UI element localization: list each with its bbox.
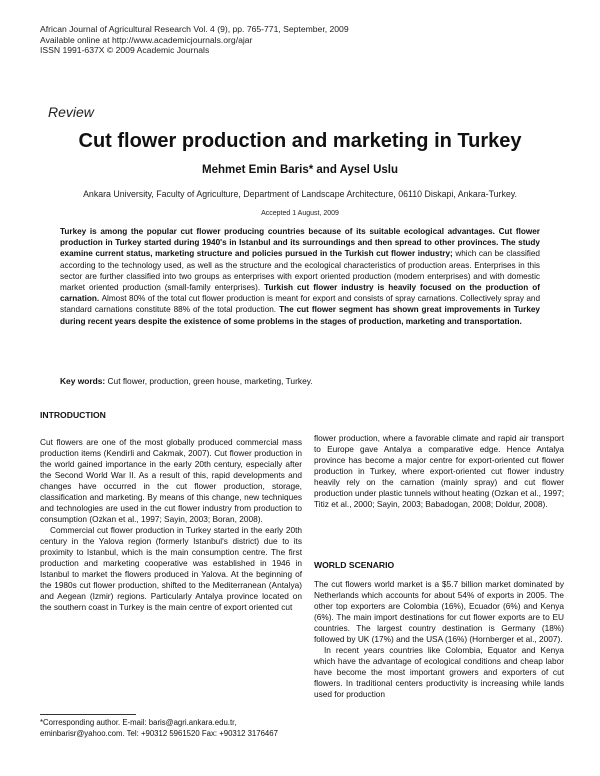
keywords-text: Cut flower, production, green house, marketing, Turkey. — [105, 376, 313, 386]
affiliation: Ankara University, Faculty of Agriculture, Department of Landscape Architecture, 06110 Diskapi, Ankara-Turkey. — [83, 189, 517, 199]
abstract — [60, 226, 540, 327]
introduction-heading: INTRODUCTION — [40, 410, 106, 420]
corresponding-author-footnote: *Corresponding author. E-mail: baris@agri.ankara.edu.tr, eminbarisr@yahoo.com. Tel: +90312 5961520 Fax: +90312 3176467 — [40, 718, 278, 738]
author-list: Mehmet Emin Baris* and Aysel Uslu — [202, 164, 398, 176]
world-heading-block — [314, 560, 564, 571]
abstract-text-bold-1: Turkey is among the popular cut flower producing countries because of its suitable ecological advantages. Cut flower production in Turkey started during 1940's in Istanbul and its surroundings and then spread to other provinces. The study examine current status, marketing structure and policies pursued in the Turkish cut flower industry; — [60, 227, 540, 259]
accepted-date: Accepted 1 August, 2009 — [261, 210, 339, 217]
abstract-text-bold-3: The cut flower segment has shown great improvements in Turkey during recent years despite the existence of some problems in the stages of production, marketing and transportation. — [60, 305, 540, 326]
intro-paragraph-1: Cut flowers are one of the most globally produced commercial mass production items (Kendirli and Cakmak, 2007). Cut flower production in the world gained importance in the early 20th century, especially after the Second World War II. As a result of this, rapid developments and changes have occurred in the cut flower production, storage, classification and marketing. By means of this change, new techniques and technologies are used in the cut flower industry from production to consumption (Ozkan et al., 1997; Sayin, 2003; Boran, 2008). — [40, 437, 302, 524]
world-scenario-body — [314, 579, 564, 700]
abstract-text-1: which can be classified according to the technology used, as well as the structure and the ecological characteristics of production areas. Enterprises in this sector are further classified into two groups as enterprises with export oriented production (modern enterprises) and with domestic market oriented production (small-family enterprises). — [60, 249, 540, 293]
world-paragraph-1: The cut flowers world market is a $5.7 billion market dominated by Netherlands which accounts for about 54% of exports in 2005. The other top exporters are Colombia (16%), Ecuador (6%) and Kenya (6%). The main import destinations for cut flower exports are to EU countries. The largest country destination is Germany (18%) followed by UK (17%) and the USA (16%) (Hornberger et al., 2007). — [314, 579, 564, 644]
left-column-body — [40, 437, 302, 613]
abstract-text-bold-2: Turkish cut flower industry is heavily focused on the production of carnation. — [60, 283, 540, 304]
journal-issn: ISSN 1991-637X © 2009 Academic Journals — [40, 45, 210, 55]
world-paragraph-2: In recent years countries like Colombia, Equator and Kenya which have the advantage of ecological conditions and cheap labor have become the most important growers and exporters of cut flowers. In traditional centers productivity is increasing while lands used for production — [314, 645, 564, 699]
abstract-text-2: Almost 80% of the total cut flower production is meant for export and consists of spray carnations. Collectively spray and standard carnations constitute 88% of the total production. — [60, 294, 540, 315]
journal-header — [40, 24, 349, 56]
keywords — [60, 376, 540, 386]
world-scenario-heading: WORLD SCENARIO — [314, 560, 395, 570]
paper-title: Cut flower production and marketing in Turkey — [78, 130, 522, 152]
right-column-body — [314, 433, 564, 510]
journal-citation: African Journal of Agricultural Research Vol. 4 (9), pp. 765-771, September, 2009 — [40, 24, 349, 34]
intro-paragraph-2: Commercial cut flower production in Turkey started in the early 20th century in the Yalova region (formerly Istanbul's district) due to its proximity to Istanbul, which is the main consumption centre. The first production and marketing cooperative was established in 1946 in Istanbul to market the flowers produced in Yalova. At the beginning of the 1980s cut flower production, shifted to the Mediterranean (Antalya) and Aegean (Izmir) regions. Particularly Antalya province located on the southern coast in Turkey is the main centre of export oriented cut — [40, 525, 302, 612]
footnote-divider — [40, 714, 136, 715]
keywords-label: Key words: — [60, 376, 106, 386]
intro-paragraph-3: flower production, where a favorable climate and rapid air transport to Europe gave Antalya a comparative edge. Hence Antalya province has become a major centre for export-oriented cut flower production in Turkey, where export-oriented cut flower industry heavily rely on the carnation (mainly spray) and cut flower production under plastic tunnels without heating (Ozkan et al., 1997; Titiz et al., 2000; Sayin, 2003; Babadogan, 2008; Doldur, 2008). — [314, 433, 564, 509]
journal-online-link[interactable]: Available online at http://www.academicjournals.org/ajar — [40, 34, 253, 45]
intro-heading-block — [40, 410, 302, 421]
article-type: Review — [48, 104, 94, 120]
